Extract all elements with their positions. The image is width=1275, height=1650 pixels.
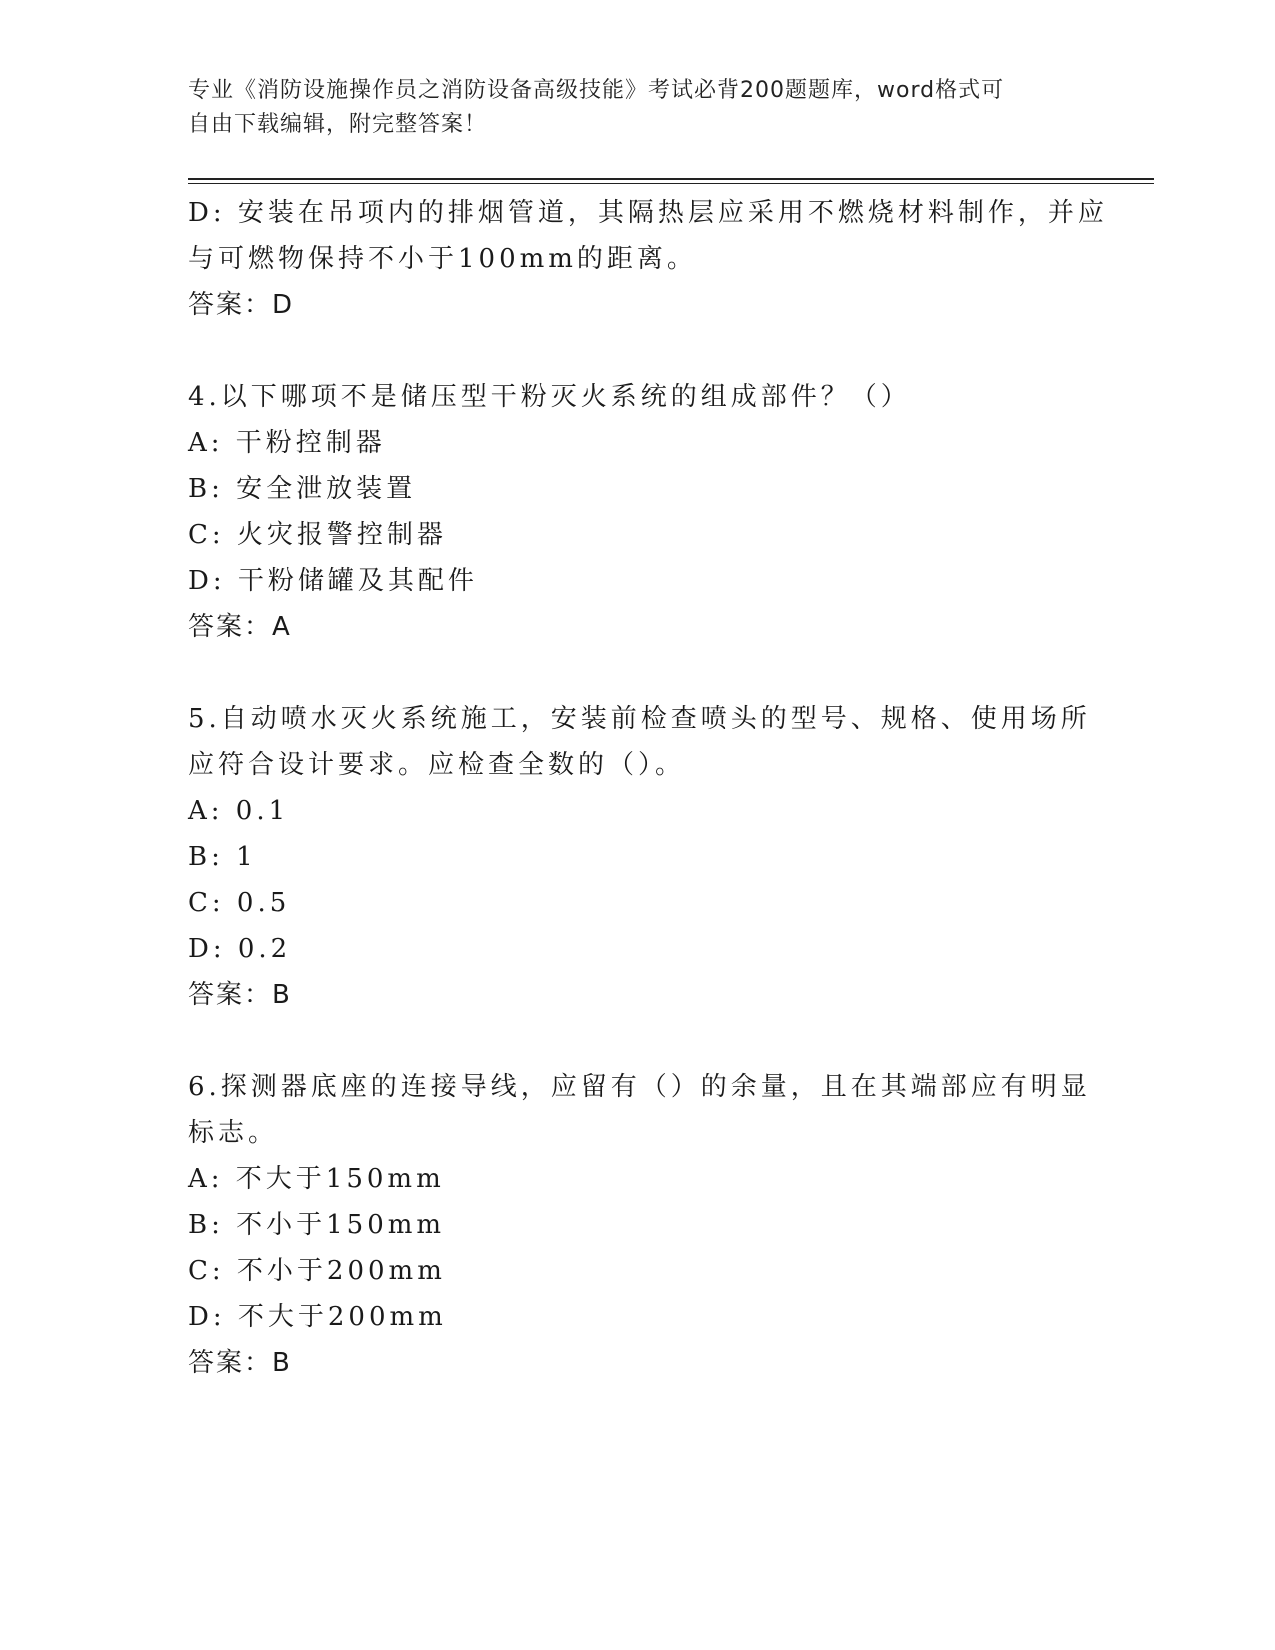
header-divider-thick bbox=[188, 178, 1154, 180]
spacer bbox=[188, 650, 1088, 696]
question-5 bbox=[188, 696, 1091, 1018]
option-d: D: 干粉储罐及其配件 bbox=[188, 566, 478, 596]
option-d-line-1: D: 安装在吊项内的排烟管道，其隔热层应采用不燃烧材料制作，并应 bbox=[188, 198, 1108, 228]
question-6 bbox=[188, 1064, 1091, 1386]
option-b: B: 不小于150mm bbox=[188, 1210, 446, 1240]
question-3-tail bbox=[188, 190, 1108, 328]
question-stem: 4.以下哪项不是储压型干粉灭火系统的组成部件？（） bbox=[188, 382, 911, 412]
header-line-1: 专业《消防设施操作员之消防设备高级技能》考试必背200题题库，word格式可 bbox=[188, 78, 1005, 103]
option-a: A: 干粉控制器 bbox=[188, 428, 386, 458]
option-c: C: 不小于200mm bbox=[188, 1256, 446, 1286]
document-header bbox=[188, 74, 1068, 142]
option-b: B: 安全泄放装置 bbox=[188, 474, 417, 504]
spacer bbox=[188, 328, 1088, 374]
option-a: A: 0.1 bbox=[188, 796, 290, 826]
answer-line: 答案：B bbox=[188, 1348, 292, 1378]
option-d: D: 0.2 bbox=[188, 934, 292, 964]
option-d-line-2: 与可燃物保持不小于100mm的距离。 bbox=[188, 244, 697, 274]
option-d: D: 不大于200mm bbox=[188, 1302, 447, 1332]
header-line-2: 自由下载编辑，附完整答案！ bbox=[188, 112, 488, 137]
question-4 bbox=[188, 374, 1088, 650]
question-content bbox=[188, 190, 1108, 1386]
option-a: A: 不大于150mm bbox=[188, 1164, 445, 1194]
option-c: C: 火灾报警控制器 bbox=[188, 520, 447, 550]
question-stem-line-2: 应符合设计要求。应检查全数的（）。 bbox=[188, 750, 686, 780]
question-stem-line-2: 标志。 bbox=[188, 1118, 279, 1148]
question-stem-line-1: 5.自动喷水灭火系统施工，安装前检查喷头的型号、规格、使用场所 bbox=[188, 704, 1091, 734]
answer-line: 答案：A bbox=[188, 612, 292, 642]
option-b: B: 1 bbox=[188, 842, 257, 872]
header-divider-thin bbox=[188, 183, 1154, 184]
spacer bbox=[188, 1018, 1088, 1064]
answer-line: 答案：D bbox=[188, 290, 295, 320]
option-c: C: 0.5 bbox=[188, 888, 291, 918]
question-stem-line-1: 6.探测器底座的连接导线，应留有（）的余量，且在其端部应有明显 bbox=[188, 1072, 1091, 1102]
answer-line: 答案：B bbox=[188, 980, 292, 1010]
